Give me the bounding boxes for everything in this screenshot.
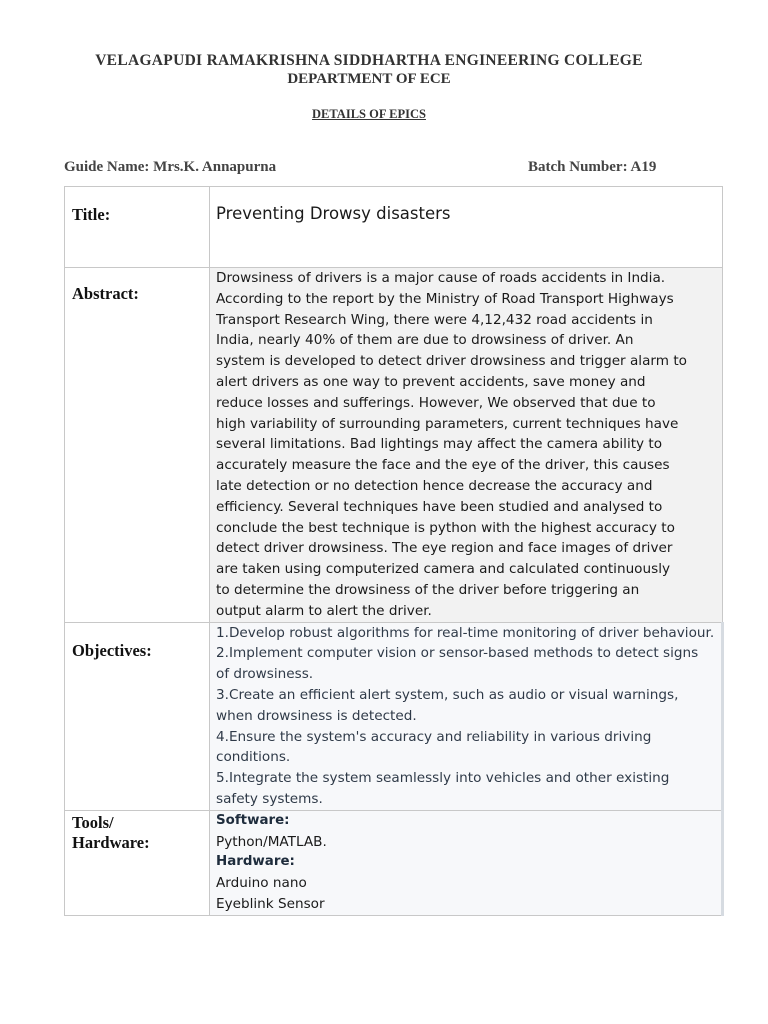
abstract-text [210,268,723,623]
objectives-label: Objectives: [65,622,210,810]
abstract-line: output alarm to alert the driver. [216,602,432,619]
abstract-line: According to the report by the Ministry of Road Transport Highways [216,290,674,307]
objectives-list [210,622,723,810]
objective-item: 4.Ensure the system's accuracy and reliability in various driving conditions. [216,728,652,766]
abstract-line: Drowsiness of drivers is a major cause of roads accidents in India. [216,270,666,286]
abstract-line: several limitations. Bad lightings may affect the camera ability to [216,436,663,453]
tools-label-line: Hardware: [72,832,150,852]
abstract-line: efficiency. Several techniques have been studied and analysed to [216,498,663,515]
abstract-line: high variability of surrounding parameters, current techniques have [216,415,679,432]
tools-value [210,810,723,915]
objective-item: 2.Implement computer vision or sensor-based methods to detect signs of drowsiness. [216,645,699,683]
abstract-line: detect driver drowsiness. The eye region and face images of driver [216,540,673,557]
objectives-row [65,622,723,810]
title-row [65,187,723,268]
batch-number: Batch Number: A19 [528,159,657,175]
department-name: DEPARTMENT OF ECE [287,71,451,87]
hardware-item: Eyeblink Sensor [216,895,325,912]
objective-item: 3.Create an efficient alert system, such as audio or visual warnings, when drowsiness is detected. [216,686,679,724]
title-value: Preventing Drowsy disasters [210,187,723,268]
tools-row [65,810,723,915]
abstract-line: to determine the drowsiness of the driver before triggering an [216,581,640,598]
abstract-line: system is developed to detect driver drowsiness and trigger alarm to [216,353,687,370]
abstract-label: Abstract: [65,268,210,623]
software-heading: Software: [216,812,290,828]
abstract-row [65,268,723,623]
hardware-heading: Hardware: [216,854,295,870]
abstract-line: conclude the best technique is python with the highest accuracy to [216,519,675,536]
guide-name: Guide Name: Mrs.K. Annapurna [64,159,277,175]
abstract-line: Transport Research Wing, there were 4,12,432 road accidents in [216,311,653,328]
tools-label-line: Tools/ [72,812,114,832]
tools-label [65,810,210,915]
abstract-line: accurately measure the face and the eye of the driver, this causes [216,457,670,474]
objective-item: 5.Integrate the system seamlessly into vehicles and other existing safety systems. [216,770,670,807]
software-value: Python/MATLAB. [216,833,327,850]
abstract-line: reduce losses and sufferings. However, We observed that due to [216,394,656,411]
epic-details-table [64,186,724,916]
title-label: Title: [65,187,210,268]
college-name: VELAGAPUDI RAMAKRISHNA SIDDHARTHA ENGINEERING COLLEGE [95,52,643,69]
abstract-line: are taken using computerized camera and calculated continuously [216,561,671,578]
abstract-line: India, nearly 40% of them are due to drowsiness of driver. An [216,332,634,349]
abstract-line: late detection or no detection hence decrease the accuracy and [216,477,653,494]
section-heading: DETAILS OF EPICS [312,107,426,121]
objective-item: 1.Develop robust algorithms for real-time monitoring of driver behaviour. [216,624,715,641]
hardware-item: Arduino nano [216,875,307,892]
abstract-line: alert drivers as one way to prevent accidents, save money and [216,373,646,390]
